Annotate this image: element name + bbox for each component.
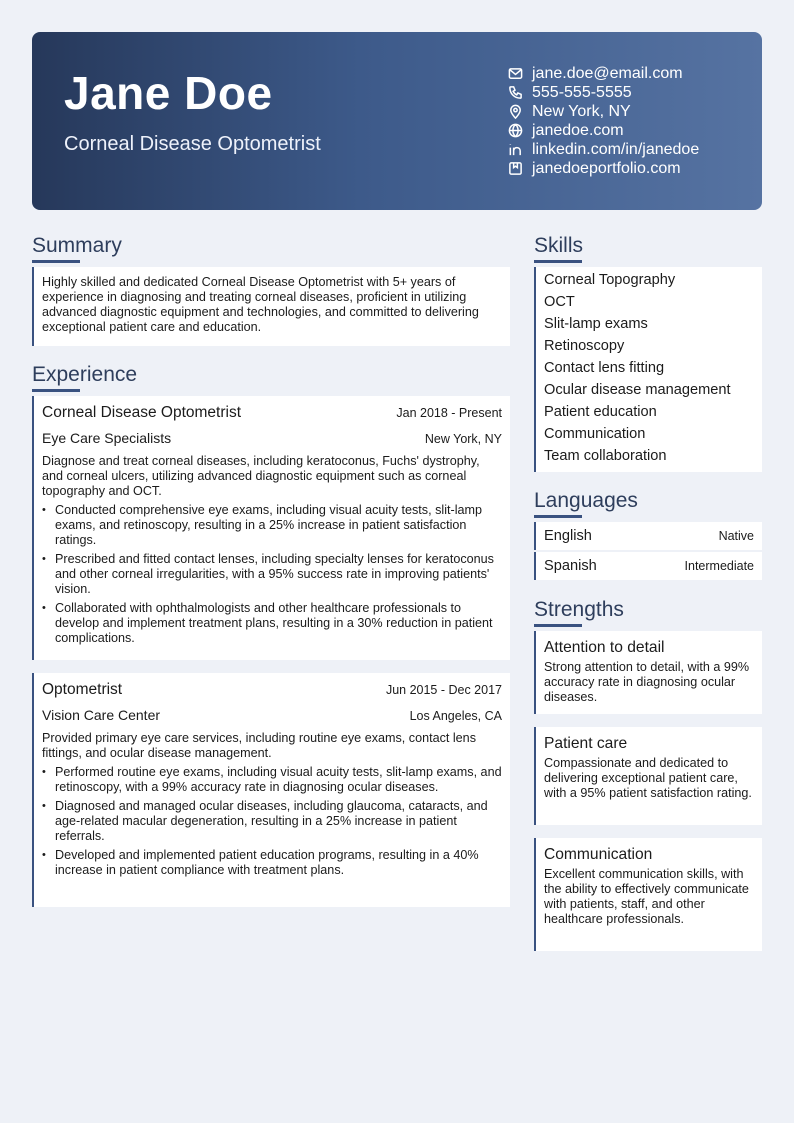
strength-title: Communication [544, 846, 653, 863]
job-dates: Jun 2015 - Dec 2017 [385, 683, 502, 697]
linkedin-icon [508, 142, 523, 157]
skills-rule [534, 260, 582, 263]
skills-heading: Skills [534, 234, 584, 257]
skill-item: Ocular disease management [544, 382, 731, 398]
contact-linkedin-text: linkedin.com/in/janedoe [532, 140, 700, 158]
candidate-name: Jane Doe [64, 67, 273, 119]
job-subheader [42, 430, 502, 450]
experience-heading: Experience [32, 363, 138, 386]
contact-portfolio-text: janedoeportfolio.com [532, 159, 681, 177]
summary-heading: Summary [32, 234, 122, 257]
job-bullet: • Diagnosed and managed ocular diseases, including glaucoma, cataracts, and age-related macular degeneration, resulting in a 25% increase in patient referrals. [42, 799, 502, 844]
language-name: English [544, 528, 592, 544]
strength-card [534, 631, 762, 714]
contact-phone[interactable] [508, 83, 699, 102]
job-bullets [42, 765, 502, 878]
job-subheader [42, 707, 502, 727]
job-description: Diagnose and treat corneal diseases, including keratoconus, Fuchs' dystrophy, and corneal ulcers, utilizing advanced diagnostic equipment such as corneal topography and OCT. [42, 454, 480, 498]
contact-list [508, 64, 699, 178]
strengths-rule [534, 624, 582, 627]
contact-email-text: jane.doe@email.com [532, 64, 683, 82]
experience-rule [32, 389, 80, 392]
contact-email[interactable] [508, 64, 699, 83]
contact-linkedin[interactable] [508, 140, 699, 159]
contact-location [508, 102, 699, 121]
skill-item: Retinoscopy [544, 338, 625, 354]
strength-title: Attention to detail [544, 639, 665, 656]
job-bullet: • Conducted comprehensive eye exams, including visual acuity tests, slit-lamp exams, and retinoscopy, resulting in a 25% increase in patient satisfaction ratings. [42, 503, 502, 548]
skill-item: Patient education [544, 404, 657, 420]
job-card [32, 396, 510, 660]
language-level: Intermediate [684, 559, 754, 573]
job-bullets [42, 503, 502, 646]
contact-phone-text: 555-555-5555 [532, 83, 632, 101]
skill-item: Slit-lamp exams [544, 316, 648, 332]
skill-item: Team collaboration [544, 448, 667, 464]
location-pin-icon [508, 104, 523, 119]
job-location: New York, NY [424, 432, 502, 446]
job-header [42, 404, 502, 424]
skills-card [534, 267, 762, 472]
language-row [534, 522, 762, 550]
job-bullet: • Developed and implemented patient education programs, resulting in a 40% increase in patient compliance with treatment plans. [42, 848, 502, 878]
candidate-title: Corneal Disease Optometrist [64, 133, 321, 155]
languages-heading: Languages [534, 489, 638, 512]
job-card [32, 673, 510, 907]
job-title: Optometrist [42, 681, 123, 698]
summary-card [32, 267, 510, 346]
contact-website[interactable] [508, 121, 699, 140]
language-row [534, 552, 762, 580]
resume-header [32, 32, 762, 210]
languages-rule [534, 515, 582, 518]
job-title: Corneal Disease Optometrist [42, 404, 241, 421]
skill-item: OCT [544, 294, 575, 310]
skill-item: Corneal Topography [544, 272, 676, 288]
skill-item: Contact lens fitting [544, 360, 665, 376]
job-company: Eye Care Specialists [42, 430, 172, 446]
email-icon [508, 66, 523, 81]
strength-card [534, 727, 762, 825]
contact-portfolio[interactable] [508, 159, 699, 178]
job-dates: Jan 2018 - Present [396, 406, 502, 420]
job-bullet: • Collaborated with ophthalmologists and other healthcare professionals to develop and implement treatment plans, resulting in a 30% reduction in patient complications. [42, 601, 502, 646]
summary-rule [32, 260, 80, 263]
skill-item: Communication [544, 426, 646, 442]
job-company: Vision Care Center [42, 707, 161, 723]
contact-website-text: janedoe.com [532, 121, 624, 139]
strength-description: Strong attention to detail, with a 99% accuracy rate in diagnosing ocular diseases. [544, 660, 750, 704]
phone-icon [508, 85, 523, 100]
strength-title: Patient care [544, 735, 628, 752]
language-level: Native [718, 529, 754, 543]
summary-text: Highly skilled and dedicated Corneal Disease Optometrist with 5+ years of experience in diagnosing and treating corneal diseases, proficient in utilizing advanced diagnostic equipment and technologies, and committed to delivering exceptional patient care and education. [42, 275, 479, 334]
job-bullet: • Performed routine eye exams, including visual acuity tests, slit-lamp exams, and retinoscopy, with a 99% accuracy rate in diagnosing ocular diseases. [42, 765, 502, 795]
portfolio-icon [508, 161, 523, 176]
strength-card [534, 838, 762, 951]
job-location: Los Angeles, CA [409, 709, 502, 723]
job-description: Provided primary eye care services, including routine eye exams, contact lens fittings, and ocular disease management. [42, 731, 476, 760]
strength-description: Excellent communication skills, with the ability to effectively communicate with patients, staff, and other healthcare professionals. [544, 867, 749, 926]
job-header [42, 681, 502, 701]
strength-description: Compassionate and dedicated to delivering exceptional patient care, with a 95% patient satisfaction rating. [544, 756, 752, 800]
job-bullet: • Prescribed and fitted contact lenses, including specialty lenses for keratoconus and other corneal irregularities, with a 95% success rate in improving patients' vision. [42, 552, 502, 597]
contact-location-text: New York, NY [532, 102, 631, 120]
globe-icon [508, 123, 523, 138]
strengths-heading: Strengths [534, 598, 624, 621]
language-name: Spanish [544, 558, 597, 574]
